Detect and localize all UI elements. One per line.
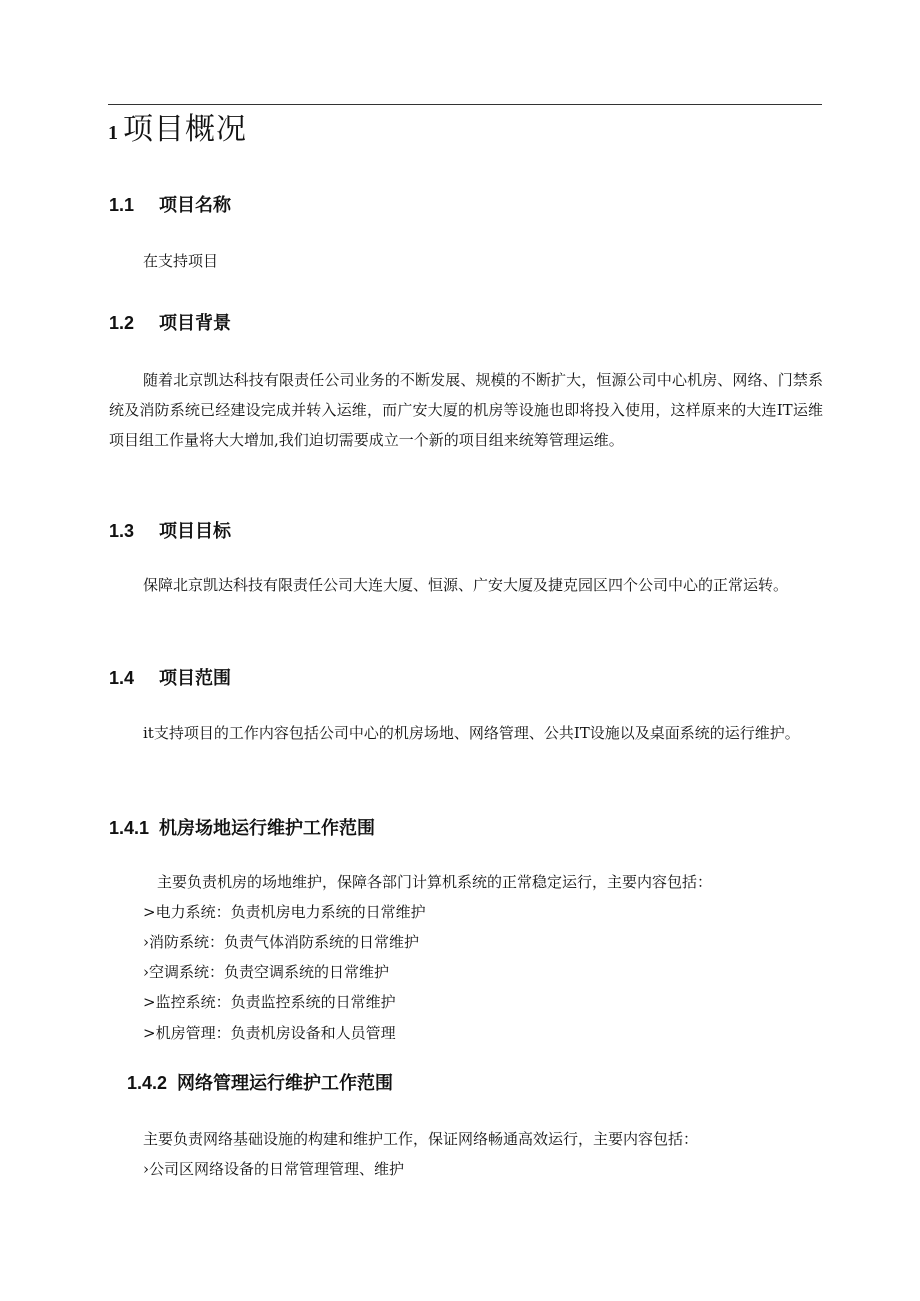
section-heading-1-3: [109, 518, 231, 544]
subsection-intro-1-4-1: 主要负责机房的场地维护，保障各部门计算机系统的正常稳定运行，主要内容包括：: [157, 873, 713, 891]
section-heading-1-1: [109, 192, 231, 218]
section-title: 项目名称: [159, 195, 231, 215]
section-heading-1-4: [109, 665, 231, 691]
chevron-bullet-icon: ›: [143, 963, 149, 981]
list-item-text: 监控系统：负责监控系统的日常维护: [155, 993, 396, 1011]
list-item: [143, 927, 419, 957]
list-item: [143, 897, 426, 927]
section-title: 项目背景: [159, 313, 231, 333]
section-title: 项目目标: [159, 521, 231, 541]
subsection-intro-1-4-2: 主要负责网络基础设施的构建和维护工作，保证网络畅通高效运行，主要内容包括：: [143, 1130, 699, 1148]
chapter-heading: [108, 110, 247, 153]
subsection-heading-1-4-2: [127, 1070, 393, 1096]
list-item-text: 电力系统：负责机房电力系统的日常维护: [155, 903, 426, 921]
subsection-title: 网络管理运行维护工作范围: [177, 1073, 394, 1093]
chapter-number: 1: [108, 122, 119, 144]
list-item-text: 消防系统：负责气体消防系统的日常维护: [149, 933, 420, 951]
header-rule: [108, 104, 822, 105]
arrow-bullet-icon: >: [143, 903, 156, 921]
list-item-text: 机房管理：负责机房设备和人员管理: [155, 1024, 396, 1042]
subsection-number: 1.4.1: [109, 818, 150, 838]
section-body-1-1: 在支持项目: [143, 252, 219, 270]
chapter-title: 项目概况: [123, 112, 247, 147]
list-item: [143, 1018, 396, 1048]
arrow-bullet-icon: >: [143, 993, 156, 1011]
section-body-1-3: 保障北京凯达科技有限责任公司大连大厦、恒源、广安大厦及捷克园区四个公司中心的正常运转。: [143, 576, 789, 594]
chevron-bullet-icon: ›: [143, 933, 149, 951]
section-number: 1.2: [109, 313, 135, 333]
section-body-1-2: 随着北京凯达科技有限责任公司业务的不断发展、规模的不断扩大，恒源公司中心机房、网络、门禁系统及消防系统已经建设完成并转入运维，而广安大厦的机房等设施也即将投入使用，这样原来的大连IT运维项目组工作量将大大增加,我们迫切需要成立一个新的项目组来统筹管理运维。: [109, 371, 823, 449]
list-item-text: 空调系统：负责空调系统的日常维护: [149, 963, 390, 981]
section-title: 项目范围: [159, 668, 231, 688]
list-item: [143, 957, 389, 987]
arrow-bullet-icon: >: [143, 1024, 156, 1042]
list-item: [143, 987, 396, 1017]
section-number: 1.1: [109, 195, 135, 215]
section-body-1-4: it支持项目的工作内容包括公司中心的机房场地、网络管理、公共IT设施以及桌面系统的运行维护。: [143, 724, 800, 742]
chevron-bullet-icon: ›: [143, 1160, 149, 1178]
subsection-title: 机房场地运行维护工作范围: [159, 818, 376, 838]
subsection-heading-1-4-1: [109, 815, 375, 841]
section-number: 1.4: [109, 668, 135, 688]
subsection-number: 1.4.2: [127, 1073, 168, 1093]
list-item-text: 公司区网络设备的日常管理管理、维护: [149, 1160, 405, 1178]
section-heading-1-2: [109, 310, 231, 336]
section-number: 1.3: [109, 521, 135, 541]
list-item: [143, 1154, 404, 1184]
